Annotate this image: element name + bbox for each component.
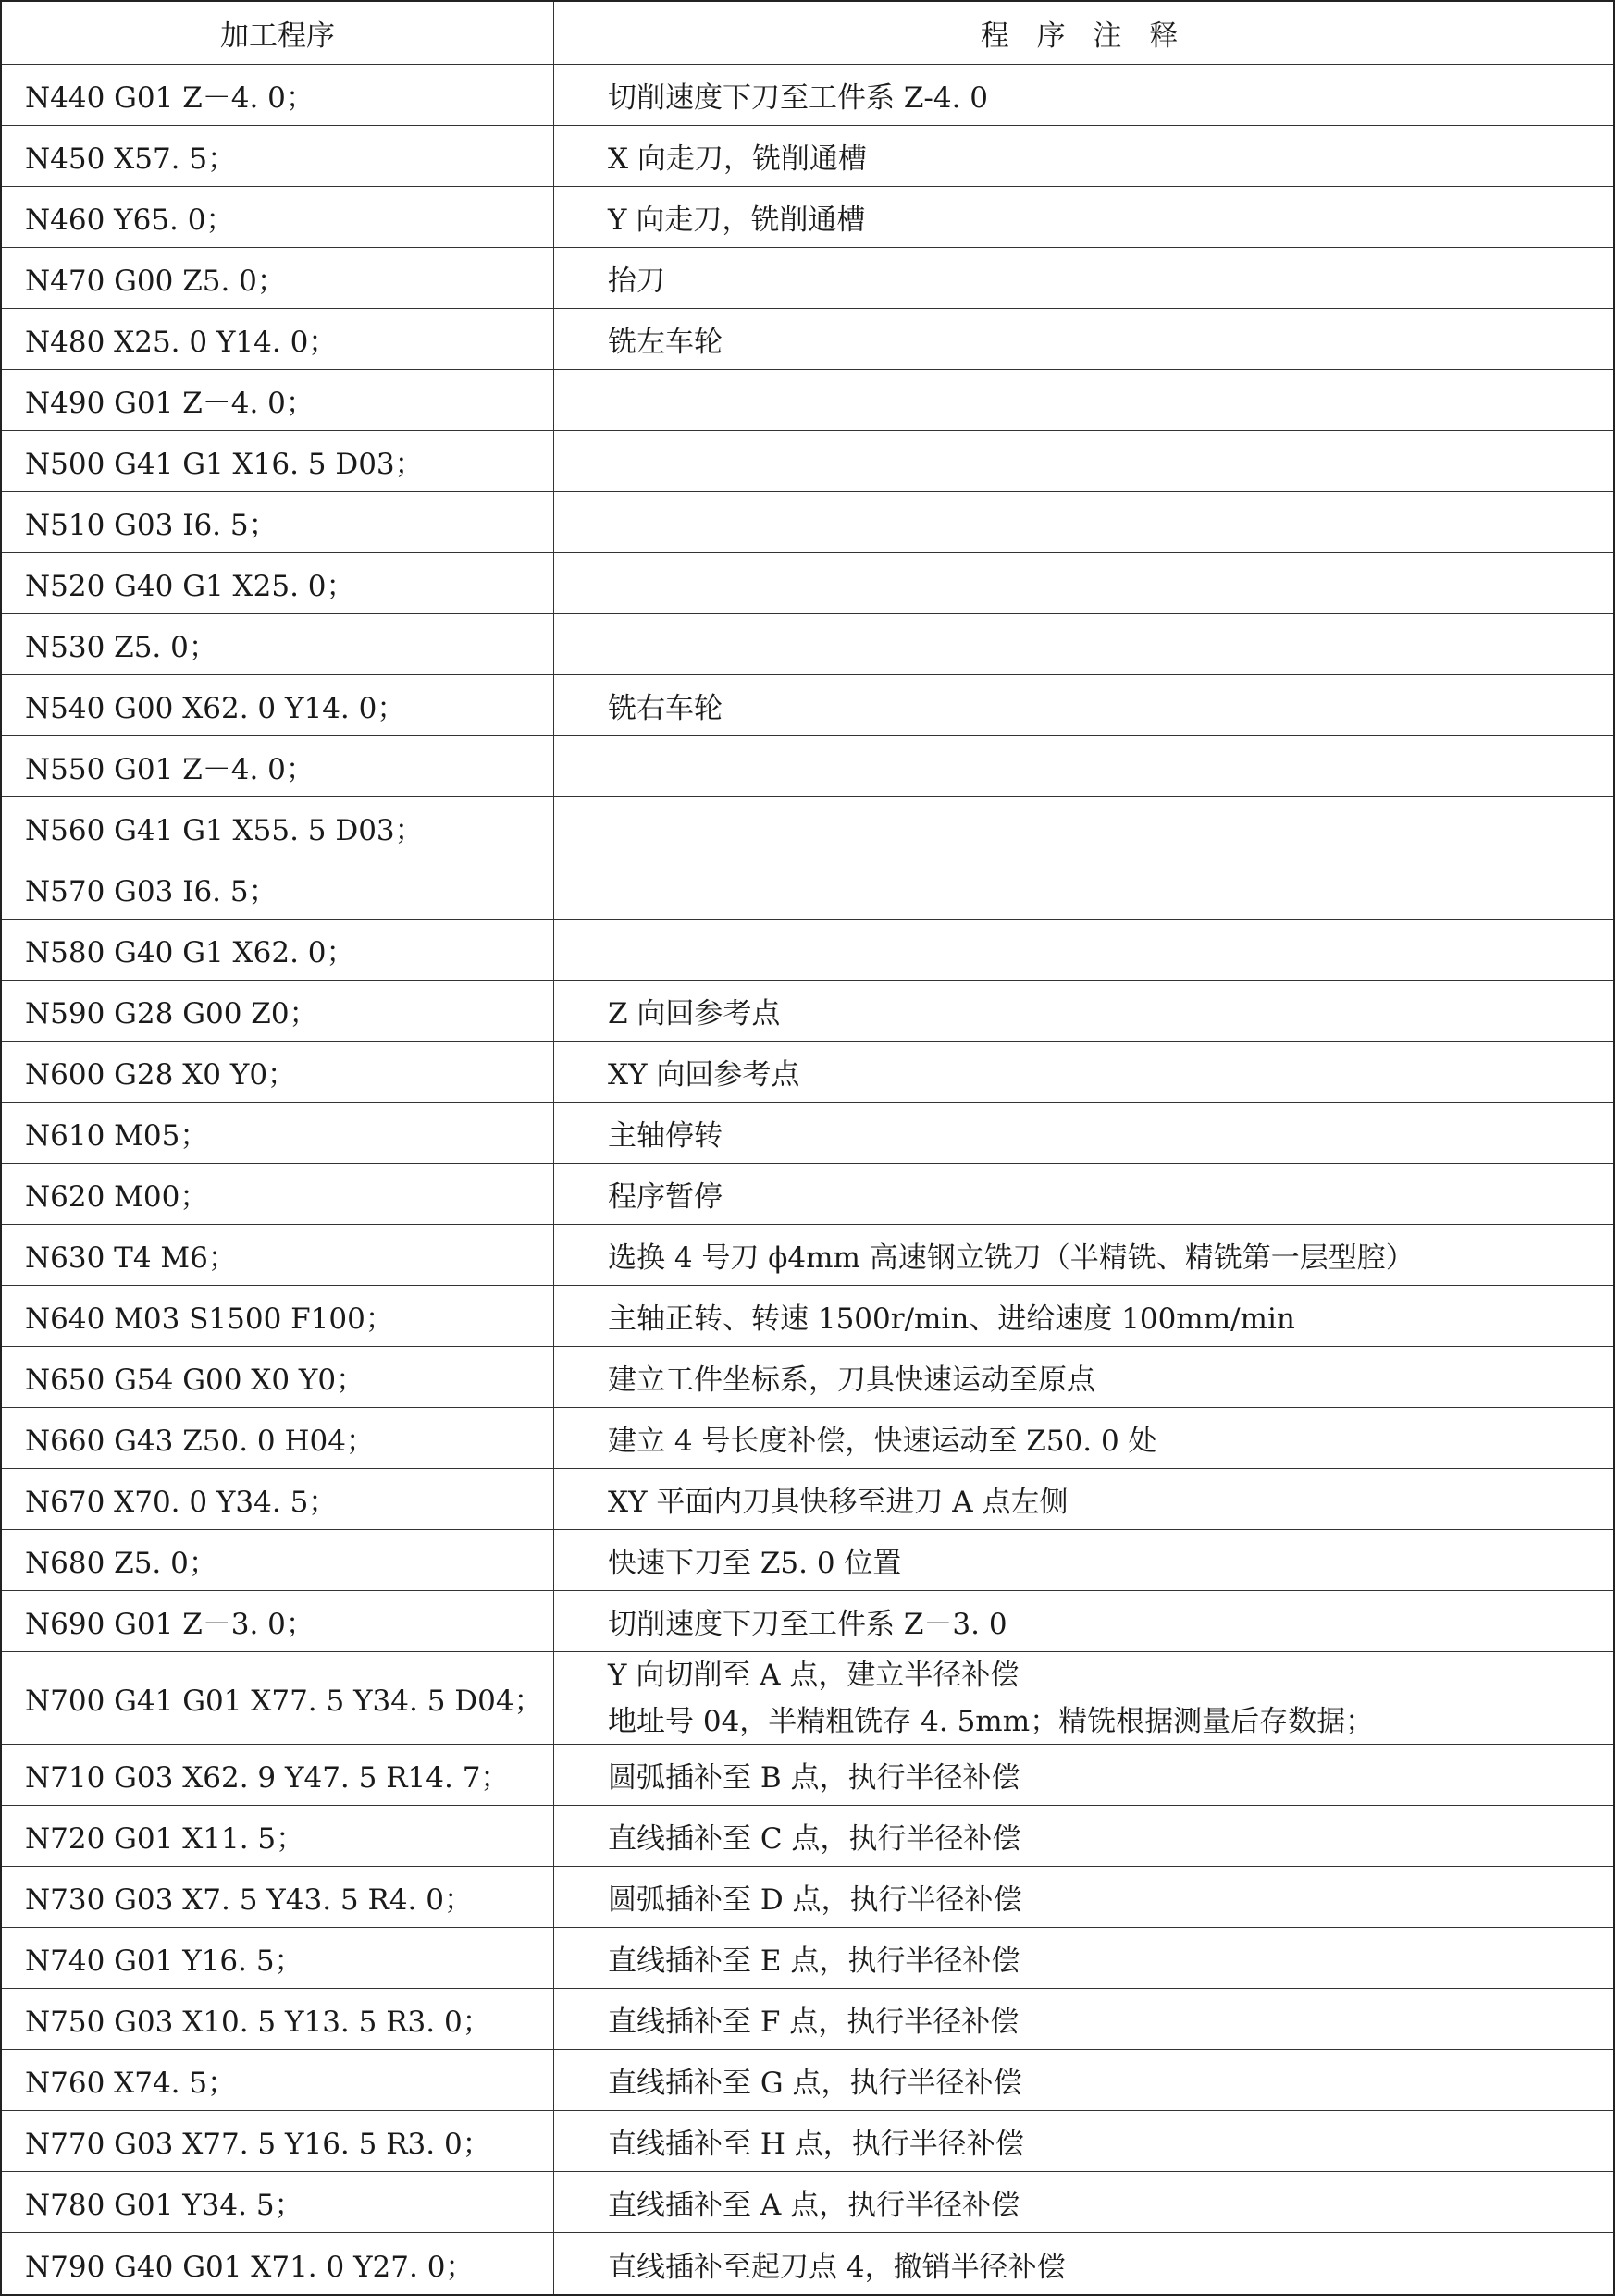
- comment-line: 切削速度下刀至工件系 Z-4. 0: [608, 81, 989, 115]
- table-row: [2, 1225, 1613, 1286]
- comment-line: 铣左车轮: [608, 326, 723, 359]
- program-comment: [554, 1530, 1613, 1590]
- program-comment: [554, 1103, 1613, 1163]
- comment-line: 直线插补至起刀点 4，撤销半径补偿: [608, 2250, 1066, 2284]
- table-row: [2, 492, 1613, 553]
- program-code: N630 T4 M6；: [2, 1225, 554, 1285]
- table-row: [2, 797, 1613, 858]
- comment-line: 直线插补至 H 点，执行半径补偿: [608, 2128, 1024, 2161]
- program-comment: [554, 981, 1613, 1041]
- table-row: [2, 1745, 1613, 1806]
- program-comment: [554, 1347, 1613, 1407]
- program-comment: [554, 1469, 1613, 1529]
- program-code: N610 M05；: [2, 1103, 554, 1163]
- comment-line: 快速下刀至 Z5. 0 位置: [608, 1547, 902, 1580]
- program-code: N480 X25. 0 Y14. 0；: [2, 309, 554, 369]
- program-comment: [554, 920, 1613, 980]
- table-row: [2, 1989, 1613, 2050]
- program-comment: [554, 736, 1613, 796]
- program-comment: [554, 1225, 1613, 1285]
- program-code: N680 Z5. 0；: [2, 1530, 554, 1590]
- program-code: N440 G01 Z－4. 0；: [2, 65, 554, 125]
- program-code: N730 G03 X7. 5 Y43. 5 R4. 0；: [2, 1867, 554, 1927]
- program-code: N460 Y65. 0；: [2, 187, 554, 247]
- program-code: N660 G43 Z50. 0 H04；: [2, 1408, 554, 1468]
- table-row: [2, 431, 1613, 492]
- header-comment: 程 序 注 释: [980, 19, 1188, 53]
- table-row: [2, 2233, 1613, 2294]
- program-comment: [554, 370, 1613, 430]
- table-row: [2, 187, 1613, 248]
- program-code: N550 G01 Z－4. 0；: [2, 736, 554, 796]
- table-row: [2, 1928, 1613, 1989]
- table-row: [2, 1530, 1613, 1591]
- program-code: N560 G41 G1 X55. 5 D03；: [2, 797, 554, 858]
- program-code: N580 G40 G1 X62. 0；: [2, 920, 554, 980]
- program-code: N590 G28 G00 Z0；: [2, 981, 554, 1041]
- comment-line: 直线插补至 G 点，执行半径补偿: [608, 2067, 1022, 2100]
- comment-line: 直线插补至 C 点，执行半径补偿: [608, 1822, 1021, 1856]
- program-comment: [554, 187, 1613, 247]
- table-row: [2, 370, 1613, 431]
- comment-line: 建立 4 号长度补偿，快速运动至 Z50. 0 处: [608, 1425, 1157, 1458]
- table-row: [2, 2050, 1613, 2111]
- program-comment: [554, 1591, 1613, 1651]
- table-row: [2, 1347, 1613, 1408]
- program-comment: [554, 65, 1613, 125]
- table-row: [2, 1469, 1613, 1530]
- program-comment: [554, 1928, 1613, 1988]
- program-comment: [554, 1408, 1613, 1468]
- program-code: N790 G40 G01 X71. 0 Y27. 0；: [2, 2233, 554, 2294]
- program-comment: [554, 553, 1613, 613]
- table-row: [2, 1591, 1613, 1652]
- program-comment: [554, 1745, 1613, 1805]
- program-comment: [554, 1164, 1613, 1224]
- program-comment: [554, 2233, 1613, 2294]
- comment-line: 主轴正转、转速 1500r/min、进给速度 100mm/min: [608, 1302, 1295, 1336]
- program-code: N600 G28 X0 Y0；: [2, 1042, 554, 1102]
- program-code: N760 X74. 5；: [2, 2050, 554, 2110]
- comment-line: 地址号 04，半精粗铣存 4. 5mm；精铣根据测量后存数据；: [608, 1704, 1375, 1738]
- table-row: [2, 1408, 1613, 1469]
- program-code: N530 Z5. 0；: [2, 614, 554, 674]
- comment-line: 切削速度下刀至工件系 Z－3. 0: [608, 1608, 1007, 1641]
- program-comment: [554, 1042, 1613, 1102]
- program-comment: [554, 675, 1613, 735]
- program-comment: [554, 309, 1613, 369]
- table-row: [2, 858, 1613, 920]
- table-row: [2, 2172, 1613, 2233]
- table-row: [2, 1103, 1613, 1164]
- program-comment: [554, 614, 1613, 674]
- table-row: [2, 1164, 1613, 1225]
- program-comment: [554, 858, 1613, 919]
- comment-line: X 向走刀，铣削通槽: [608, 142, 867, 176]
- program-code: N770 G03 X77. 5 Y16. 5 R3. 0；: [2, 2111, 554, 2171]
- table-header: [2, 2, 1613, 65]
- program-comment: [554, 2111, 1613, 2171]
- program-comment: [554, 2050, 1613, 2110]
- program-comment: [554, 797, 1613, 858]
- comment-line: Y 向切削至 A 点，建立半径补偿: [608, 1658, 1020, 1692]
- comment-line: 建立工件坐标系，刀具快速运动至原点: [608, 1364, 1095, 1397]
- program-code: N710 G03 X62. 9 Y47. 5 R14. 7；: [2, 1745, 554, 1805]
- table-row: [2, 675, 1613, 736]
- program-code: N450 X57. 5；: [2, 126, 554, 186]
- header-program: 加工程序: [2, 2, 554, 64]
- comment-line: Z 向回参考点: [608, 997, 781, 1031]
- comment-line: 直线插补至 E 点，执行半径补偿: [608, 1944, 1020, 1978]
- program-code: N720 G01 X11. 5；: [2, 1806, 554, 1866]
- program-comment: [554, 431, 1613, 491]
- program-code: N690 G01 Z－3. 0；: [2, 1591, 554, 1651]
- program-code: N540 G00 X62. 0 Y14. 0；: [2, 675, 554, 735]
- table-row: [2, 1867, 1613, 1928]
- comment-line: Y 向走刀，铣削通槽: [608, 204, 866, 237]
- comment-line: 圆弧插补至 D 点，执行半径补偿: [608, 1883, 1022, 1917]
- table-row: [2, 309, 1613, 370]
- program-comment: [554, 492, 1613, 552]
- program-code: N520 G40 G1 X25. 0；: [2, 553, 554, 613]
- table-row: [2, 736, 1613, 797]
- program-code: N570 G03 I6. 5；: [2, 858, 554, 919]
- program-comment: [554, 2172, 1613, 2232]
- program-code: N750 G03 X10. 5 Y13. 5 R3. 0；: [2, 1989, 554, 2049]
- program-code: N700 G41 G01 X77. 5 Y34. 5 D04；: [2, 1652, 554, 1744]
- comment-line: 铣右车轮: [608, 692, 723, 725]
- table-row: [2, 2111, 1613, 2172]
- program-code: N670 X70. 0 Y34. 5；: [2, 1469, 554, 1529]
- program-code: N640 M03 S1500 F100；: [2, 1286, 554, 1346]
- program-code: N510 G03 I6. 5；: [2, 492, 554, 552]
- comment-line: 抬刀: [608, 265, 665, 298]
- comment-line: 主轴停转: [608, 1119, 723, 1153]
- table-row: [2, 981, 1613, 1042]
- program-comment: [554, 1652, 1613, 1744]
- table-row: [2, 65, 1613, 126]
- comment-line: XY 向回参考点: [608, 1058, 800, 1092]
- table-row: [2, 614, 1613, 675]
- comment-line: 圆弧插补至 B 点，执行半径补偿: [608, 1761, 1020, 1795]
- comment-line: 程序暂停: [608, 1180, 723, 1214]
- program-comment: [554, 1989, 1613, 2049]
- table-row: [2, 920, 1613, 981]
- table-row: [2, 126, 1613, 187]
- program-comment: [554, 1867, 1613, 1927]
- table-body: [2, 65, 1613, 2294]
- table-row: [2, 553, 1613, 614]
- program-code: N780 G01 Y34. 5；: [2, 2172, 554, 2232]
- program-code: N740 G01 Y16. 5；: [2, 1928, 554, 1988]
- comment-line: XY 平面内刀具快移至进刀 A 点左侧: [608, 1486, 1069, 1519]
- comment-line: 直线插补至 F 点，执行半径补偿: [608, 2006, 1020, 2039]
- program-comment: [554, 1286, 1613, 1346]
- table-row: [2, 1806, 1613, 1867]
- program-code: N650 G54 G00 X0 Y0；: [2, 1347, 554, 1407]
- table-row: [2, 1286, 1613, 1347]
- program-code: N470 G00 Z5. 0；: [2, 248, 554, 308]
- table-row: [2, 248, 1613, 309]
- comment-line: 直线插补至 A 点，执行半径补偿: [608, 2189, 1020, 2222]
- program-code: N620 M00；: [2, 1164, 554, 1224]
- program-code: N500 G41 G1 X16. 5 D03；: [2, 431, 554, 491]
- comment-line: 选换 4 号刀 ϕ4mm 高速钢立铣刀（半精铣、精铣第一层型腔）: [608, 1241, 1415, 1275]
- program-comment: [554, 126, 1613, 186]
- table-row: [2, 1042, 1613, 1103]
- program-code: N490 G01 Z－4. 0；: [2, 370, 554, 430]
- program-comment: [554, 1806, 1613, 1866]
- program-comment: [554, 248, 1613, 308]
- table-row: [2, 1652, 1613, 1745]
